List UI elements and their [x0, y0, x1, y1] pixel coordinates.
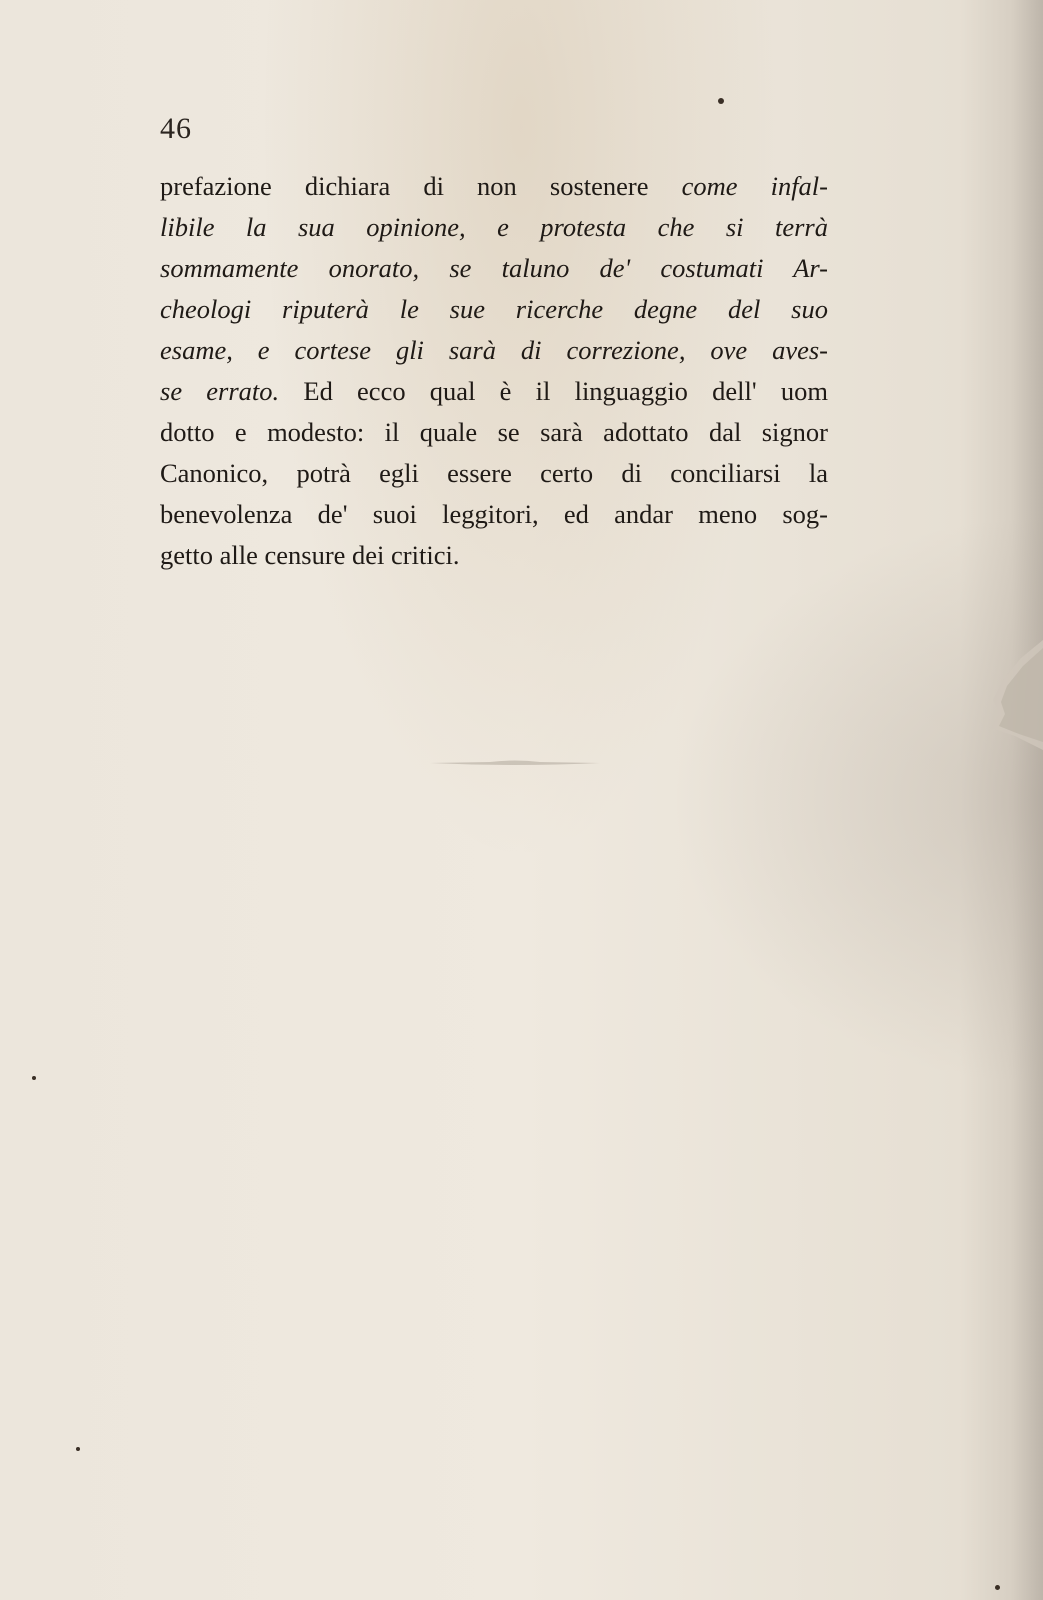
roman-run: benevolenza de' suoi leggitori, ed andar meno sog- [160, 499, 828, 529]
roman-run: Canonico, potrà egli essere certo di conciliarsi la [160, 458, 828, 488]
ink-speck [32, 1076, 36, 1080]
text-line [160, 453, 828, 494]
italic-run: come infal- [681, 171, 828, 201]
text-line [160, 330, 828, 371]
roman-run: Ed ecco qual è il linguaggio dell' uom [279, 376, 828, 406]
ink-speck [995, 1585, 1000, 1590]
italic-run: cheologi riputerà le sue ricerche degne del suo [160, 294, 828, 324]
text-line [160, 371, 828, 412]
italic-run: esame, e cortese gli sarà di correzione, ove aves- [160, 335, 828, 365]
text-line [160, 494, 828, 535]
text-line [160, 248, 828, 289]
roman-run: getto alle censure dei critici. [160, 540, 460, 570]
text-line [160, 535, 828, 576]
roman-run: prefazione dichiara di non sostenere [160, 171, 682, 201]
torn-edge [963, 640, 1043, 750]
text-line [160, 166, 828, 207]
italic-run: libile la sua opinione, e protesta che si terrà [160, 212, 828, 242]
text-line [160, 289, 828, 330]
italic-run: se errato. [160, 376, 280, 406]
roman-run: dotto e modesto: il quale se sarà adottato dal signor [160, 417, 828, 447]
page-number: 46 [160, 112, 192, 145]
italic-run: sommamente onorato, se taluno de' costumati Ar- [160, 253, 828, 283]
ink-speck [76, 1447, 80, 1451]
ink-speck [718, 98, 724, 104]
ornament-rule-bleed [430, 757, 600, 769]
body-text [160, 166, 828, 576]
text-line [160, 207, 828, 248]
text-line [160, 412, 828, 453]
